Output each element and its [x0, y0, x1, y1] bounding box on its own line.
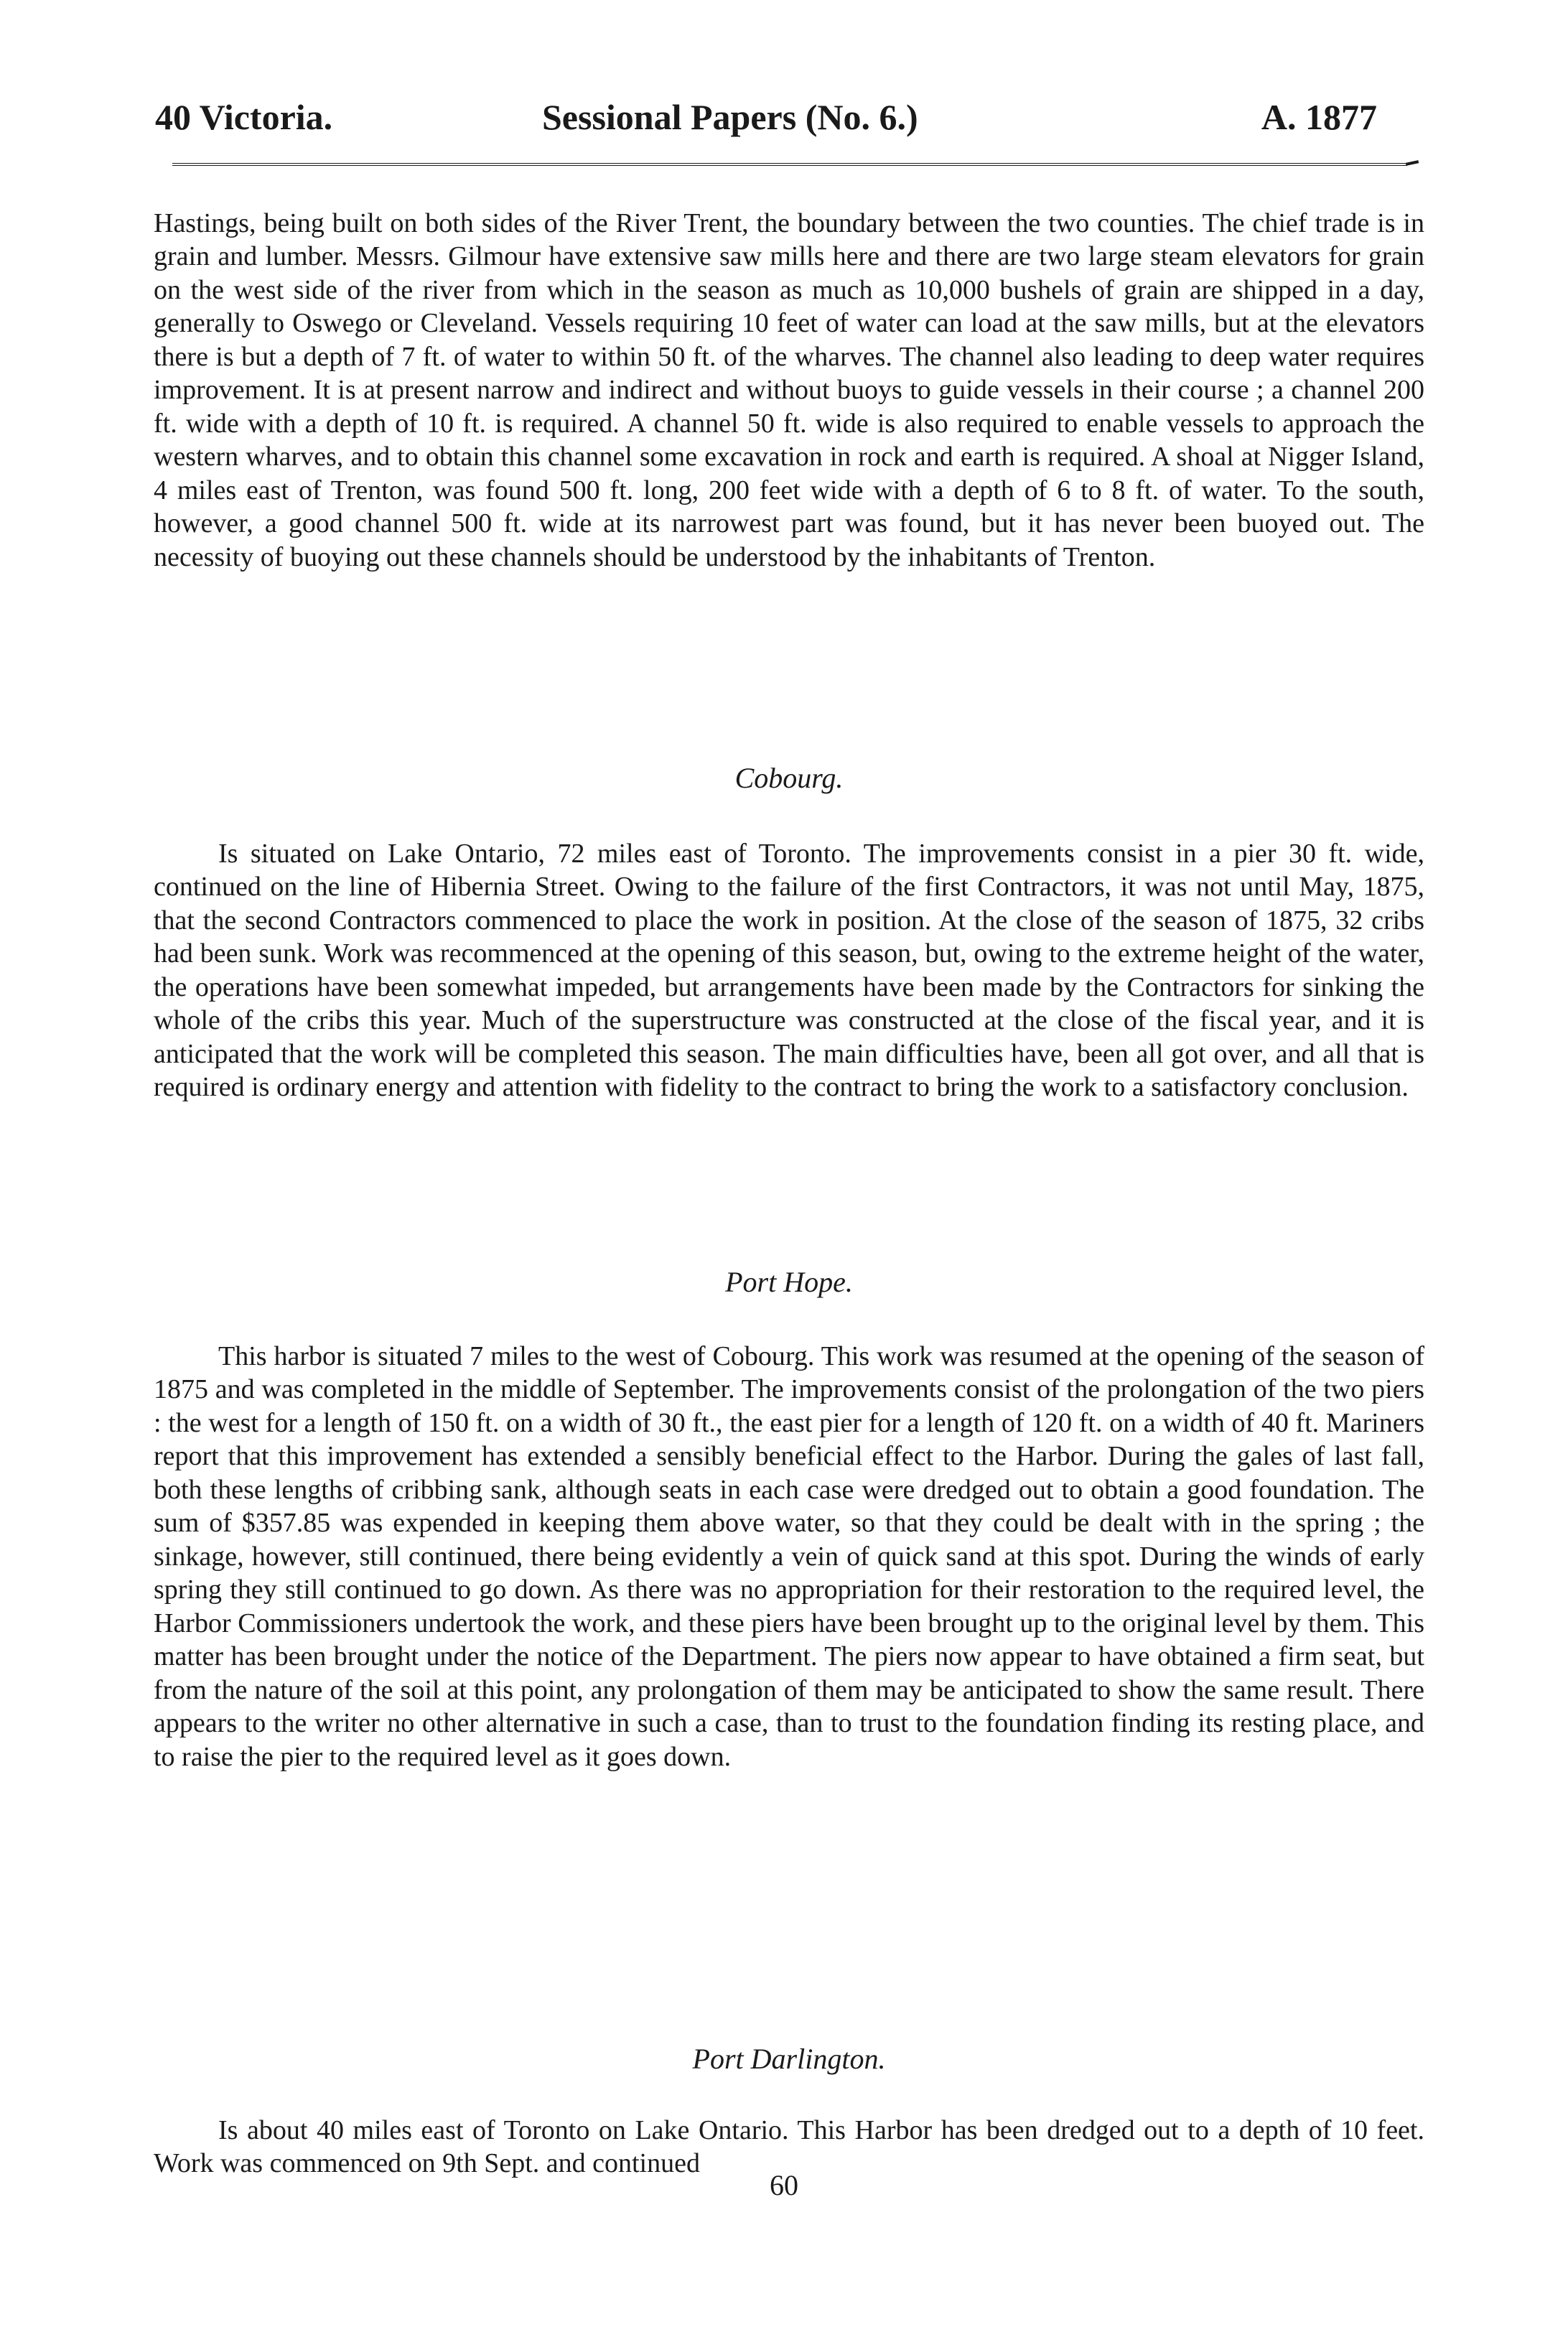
section-hastings — [154, 207, 1424, 574]
paragraph-cobourg: Is situated on Lake Ontario, 72 miles east of Toronto. The improvements consist in a pier 30 ft. wide, continued on the line of Hibernia Street. Owing to the failure of the first Contractors, it was not until May, 1875, that the second Contractors commenced to place the work in position. At the close of the season of 1875, 32 cribs had been sunk. Work was recommenced at the opening of this season, but, owing to the extreme height of the water, the operations have been somewhat impeded, but arrangements have been made by the Contractors for sinking the whole of the cribs this year. Much of the superstructure was constructed at the close of the fiscal year, and it is anticipated that the work will be completed this season. The main difficulties have, been all got over, and all that is required is ordinary energy and attention with fidelity to the contract to bring the work to a satisfactory conclusion. — [154, 839, 1424, 1103]
header-title: Sessional Papers (No. 6.) — [542, 97, 918, 137]
header-volume: 40 Victoria. — [155, 97, 333, 137]
heading-cobourg: Cobourg. — [734, 762, 844, 794]
section-cobourg — [154, 837, 1424, 1104]
running-header — [144, 85, 1436, 149]
heading-port-hope: Port Hope. — [725, 1266, 853, 1298]
header-year: A. 1877 — [1261, 97, 1377, 137]
paragraph-port-hope: This harbor is situated 7 miles to the west of Cobourg. This work was resumed at the opening of the season of 1875 and was completed in the middle of September. The improvements consist of the prolongation of the two piers : the west for a length of 150 ft. on a width of 30 ft., the east pier for a length of 120 ft. on a width of 40 ft. Mariners report that this improvement has extended a sensibly beneficial effect to the Harbor. During the gales of last fall, both these lengths of cribbing sank, although seats in each case were dredged out to obtain a good foundation. The sum of $357.85 was expended in keeping them above water, so that they could be dealt with in the spring ; the sinkage, however, still continued, there being evidently a vein of quick sand at this spot. During the winds of early spring they still continued to go down. As there was no appropriation for their restoration to the required level, the Harbor Commissioners undertook the work, and these piers have been brought up to the original level by them. This matter has been brought under the notice of the Department. The piers now appear to have obtained a firm seat, but from the nature of the soil at this point, any prolongation of them may be anticipated to show the same result. There appears to the writer no other alternative in such a case, than to trust to the foundation finding its resting place, and to raise the pier to the required level as it goes down. — [154, 1341, 1424, 1772]
paragraph-port-darlington: Is about 40 miles east of Toronto on Lake Ontario. This Harbor has been dredged out to a depth of 10 feet. Work was commenced on 9th Sept. and continued — [154, 2115, 1424, 2179]
header-rule — [172, 163, 1407, 166]
section-port-hope — [154, 1340, 1424, 1773]
heading-port-darlington: Port Darlington. — [692, 2043, 886, 2075]
paragraph-hastings: Hastings, being built on both sides of the River Trent, the boundary between the two counties. The chief trade is in grain and lumber. Messrs. Gilmour have extensive saw mills here and there are two large steam elevators for grain on the west side of the river from which in the season as much as 10,000 bushels of grain are shipped in a day, generally to Oswego or Cleveland. Vessels requiring 10 feet of water can load at the saw mills, but at the elevators there is but a depth of 7 ft. of water to within 50 ft. of the wharves. The channel also leading to deep water requires improvement. It is at present narrow and indirect and without buoys to guide vessels in their course ; a channel 200 ft. wide with a depth of 10 ft. is required. A channel 50 ft. wide is also required to enable vessels to approach the western wharves, and to obtain this channel some excavation in rock and earth is required. A shoal at Nigger Island, 4 miles east of Trenton, was found 500 ft. long, 200 feet wide with a depth of 6 to 8 ft. of water. To the south, however, a good channel 500 ft. wide at its narrowest part was found, but it has never been buoyed out. The necessity of buoying out these channels should be understood by the inhabitants of Trenton. — [154, 208, 1424, 572]
page-number: 60 — [770, 2169, 798, 2201]
